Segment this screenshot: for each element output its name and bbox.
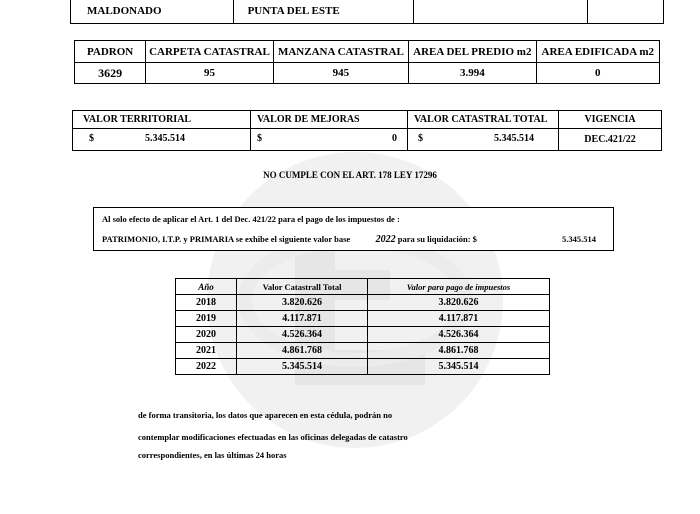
col-header: CARPETA CATASTRAL <box>146 41 273 63</box>
valor-total-cell <box>408 129 559 151</box>
footnote-line-1: de forma transitoria, los datos que aparecen en esta cédula, podrán no <box>138 410 393 420</box>
departamento: MALDONADO <box>71 0 234 24</box>
col-header: MANZANA CATASTRAL <box>273 41 408 63</box>
valor-cell: 4.526.364 <box>237 327 368 343</box>
footnote-line-2: contemplar modificaciones efectuadas en las oficinas delegadas de catastro <box>138 432 408 442</box>
pago-cell: 4.861.768 <box>368 343 550 359</box>
col-header: Año <box>176 279 237 295</box>
area-edificada-value: 0 <box>536 63 659 84</box>
year-cell: 2022 <box>176 359 237 375</box>
carpeta-value: 95 <box>146 63 273 84</box>
col-header: VALOR CATASTRAL TOTAL <box>408 111 559 129</box>
col-header: VIGENCIA <box>559 111 662 129</box>
currency-symbol: $ <box>418 133 423 144</box>
year-cell: 2021 <box>176 343 237 359</box>
info-line-2-post: para su liquidación: $ <box>397 234 477 244</box>
vigencia: DEC.421/22 <box>559 129 662 151</box>
table-row <box>176 359 550 375</box>
col-header: AREA DEL PREDIO m2 <box>409 41 536 63</box>
table-row <box>176 327 550 343</box>
table-row <box>176 343 550 359</box>
location-row <box>70 0 664 24</box>
notice-text: NO CUMPLE CON EL ART. 178 LEY 17296 <box>263 170 437 180</box>
valor-cell: 4.117.871 <box>237 311 368 327</box>
pago-cell: 4.117.871 <box>368 311 550 327</box>
valor-catastral-total: 5.345.514 <box>494 133 534 144</box>
valor-territorial-cell <box>73 129 251 151</box>
col-header: VALOR DE MEJORAS <box>251 111 408 129</box>
valor-cell: 4.861.768 <box>237 343 368 359</box>
info-box <box>93 207 614 251</box>
info-line-2-text: PATRIMONIO, I.T.P. y PRIMARIA se exhibe el siguiente valor base <box>102 234 351 244</box>
info-line-2 <box>102 234 477 245</box>
currency-symbol: $ <box>89 133 94 144</box>
year-cell: 2018 <box>176 295 237 311</box>
footnote-line-3: correspondientes, en las últimas 24 horas <box>138 450 287 460</box>
valor-table <box>72 110 662 151</box>
pago-cell: 5.345.514 <box>368 359 550 375</box>
col-header: VALOR TERRITORIAL <box>73 111 251 129</box>
empty-cell <box>414 0 588 24</box>
padron-table <box>74 40 660 84</box>
table-row <box>176 295 550 311</box>
table-row <box>176 311 550 327</box>
manzana-value: 945 <box>273 63 408 84</box>
valor-cell: 3.820.626 <box>237 295 368 311</box>
col-header: PADRON <box>75 41 146 63</box>
year-cell: 2019 <box>176 311 237 327</box>
info-amount: 5.345.514 <box>562 234 596 244</box>
valor-cell: 5.345.514 <box>237 359 368 375</box>
info-line-1: Al solo efecto de aplicar el Art. 1 del Dec. 421/22 para el pago de los impuestos de : <box>102 214 400 224</box>
localidad: PUNTA DEL ESTE <box>233 0 414 24</box>
pago-cell: 3.820.626 <box>368 295 550 311</box>
col-header: Valor para pago de impuestos <box>368 279 550 295</box>
valor-territorial: 5.345.514 <box>145 133 185 144</box>
area-predio-value: 3.994 <box>409 63 536 84</box>
year-cell: 2020 <box>176 327 237 343</box>
info-year: 2022 <box>375 234 396 245</box>
col-header: Valor Catastrall Total <box>237 279 368 295</box>
padron-value: 3629 <box>75 63 146 84</box>
currency-symbol: $ <box>257 133 262 144</box>
col-header: AREA EDIFICADA m2 <box>536 41 659 63</box>
empty-cell <box>588 0 664 24</box>
pago-cell: 4.526.364 <box>368 327 550 343</box>
valor-mejoras-cell <box>251 129 408 151</box>
history-table <box>175 278 550 375</box>
valor-mejoras: 0 <box>392 133 397 144</box>
